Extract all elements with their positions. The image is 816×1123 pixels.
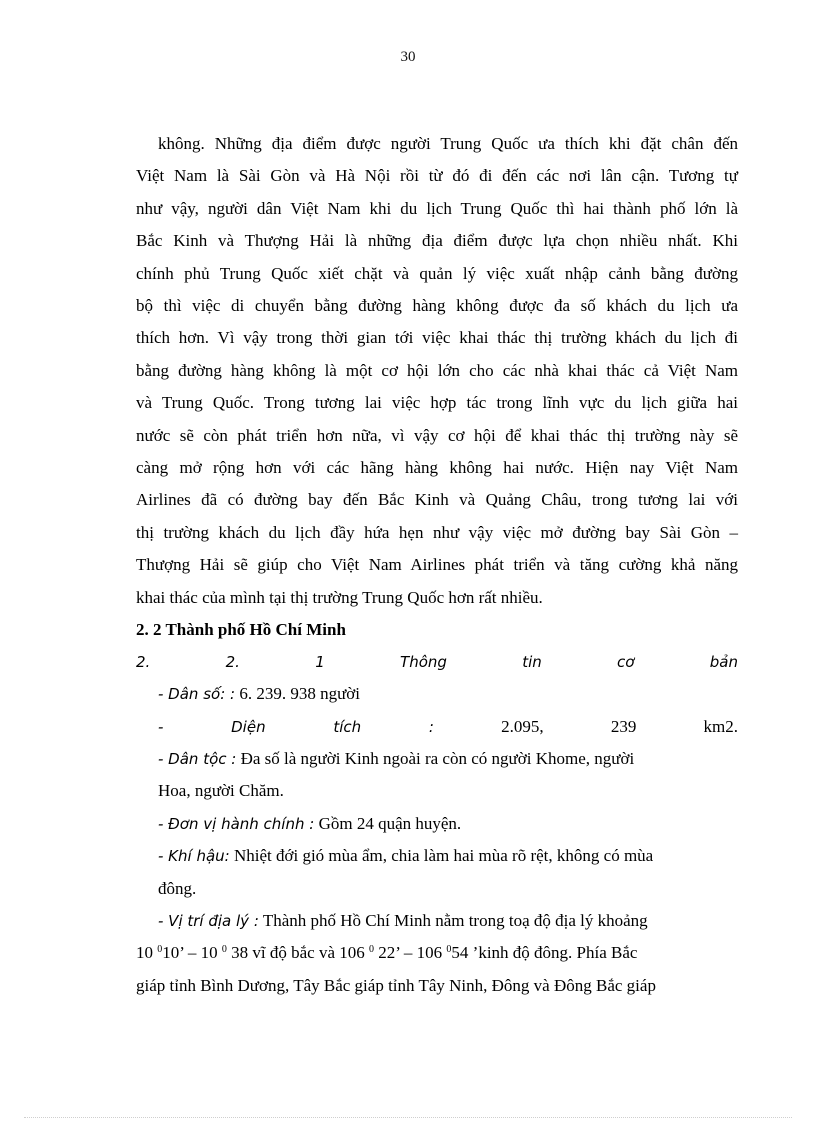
- paragraph-line: thích hơn. Vì vậy trong thời gian tới việc khai thác thị trường khách du lịch đi: [136, 328, 738, 348]
- paragraph-line: Thượng Hải sẽ giúp cho Việt Nam Airlines phát triển và tăng cường khả năng: [136, 555, 738, 575]
- population-label: - Dân số: :: [158, 685, 236, 704]
- paragraph-line: và Trung Quốc. Trong tương lai việc hợp tác trong lĩnh vực du lịch giữa hai: [136, 393, 738, 413]
- population-value: 6. 239. 938 người: [235, 684, 361, 704]
- subsection-heading: 2. 2. 1 Thông tin cơ bản: [136, 653, 738, 672]
- ethnic-value: Đa số là người Kinh ngoài ra còn có người Khome, người: [236, 748, 635, 768]
- paragraph-line: Airlines đã có đường bay đến Bắc Kinh và Quảng Châu, trong tương lai với: [136, 490, 738, 510]
- paragraph-line: bằng đường hàng không là một cơ hội lớn cho các nhà khai thác cả Việt Nam: [136, 360, 738, 380]
- paragraph-line: Bắc Kinh và Thượng Hải là những địa điểm được lựa chọn nhiều nhất. Khi: [136, 231, 738, 251]
- ethnic-label: - Dân tộc :: [158, 749, 237, 768]
- area-value: 2.095, 239 km2.: [501, 716, 739, 736]
- paragraph-line: bộ thì việc di chuyển bằng đường hàng không được đa số khách du lịch ưa: [136, 296, 738, 316]
- fact-climate: [136, 840, 738, 872]
- fact-population: [136, 678, 738, 710]
- admin-value: Gồm 24 quận huyện.: [314, 813, 462, 833]
- climate-value: Nhiệt đới gió mùa ẩm, chia làm hai mùa rõ rệt, không có mùa: [229, 846, 654, 866]
- paragraph-line: như vậy, người dân Việt Nam khi du lịch Trung Quốc thì hai thành phố lớn là: [136, 198, 738, 218]
- paragraph-line: nước sẽ còn phát triển hơn nữa, vì vậy cơ hội để khai thác thị trường này sẽ: [136, 425, 738, 445]
- paragraph-line: khai thác của mình tại thị trường Trung Quốc hơn rất nhiều.: [136, 587, 543, 607]
- page-bottom-divider: [24, 1117, 792, 1118]
- fact-location: [136, 905, 738, 937]
- border-line: giáp tỉnh Bình Dương, Tây Bắc giáp tỉnh Tây Ninh, Đông và Đông Bắc giáp: [136, 975, 656, 995]
- paragraph-line: thị trường khách du lịch đầy hứa hẹn như vậy việc mở đường bay Sài Gòn –: [136, 522, 738, 542]
- page-number: 30: [400, 49, 416, 65]
- document-body: [136, 128, 738, 1002]
- fact-admin: [136, 808, 738, 840]
- fact-area: [136, 711, 738, 743]
- fact-ethnic-cont: Hoa, người Chăm.: [158, 781, 284, 801]
- fact-climate-cont: đông.: [158, 878, 197, 898]
- tourism-paragraph: [136, 128, 738, 614]
- admin-label: - Đơn vị hành chính :: [158, 814, 315, 833]
- location-value: Thành phố Hồ Chí Minh nằm trong toạ độ địa lý khoảng: [258, 910, 648, 930]
- fact-ethnic: [136, 743, 738, 775]
- paragraph-line: không. Những địa điểm được người Trung Quốc ưa thích khi đặt chân đến: [158, 134, 738, 153]
- paragraph-line: Việt Nam là Sài Gòn và Hà Nội rồi từ đó đi đến các nơi lân cận. Tương tự: [136, 166, 738, 186]
- climate-label: - Khí hậu:: [158, 847, 230, 866]
- coordinates-line: 10 $^0$10’ – 10 $^0$ 38 vĩ độ bắc và 106 $^0$ 22’ – 106 $^0$54 ’kinh độ đông. Phía Bắc: [136, 943, 638, 963]
- paragraph-line: chính phủ Trung Quốc xiết chặt và quản lý việc xuất nhập cảnh bằng đường: [136, 263, 738, 283]
- section-heading: 2. 2 Thành phố Hồ Chí Minh: [136, 620, 346, 640]
- paragraph-line: càng mở rộng hơn với các hãng hàng không hai nước. Hiện nay Việt Nam: [136, 458, 738, 478]
- area-label: - Diện tích :: [158, 717, 434, 736]
- location-label: - Vị trí địa lý :: [158, 911, 259, 930]
